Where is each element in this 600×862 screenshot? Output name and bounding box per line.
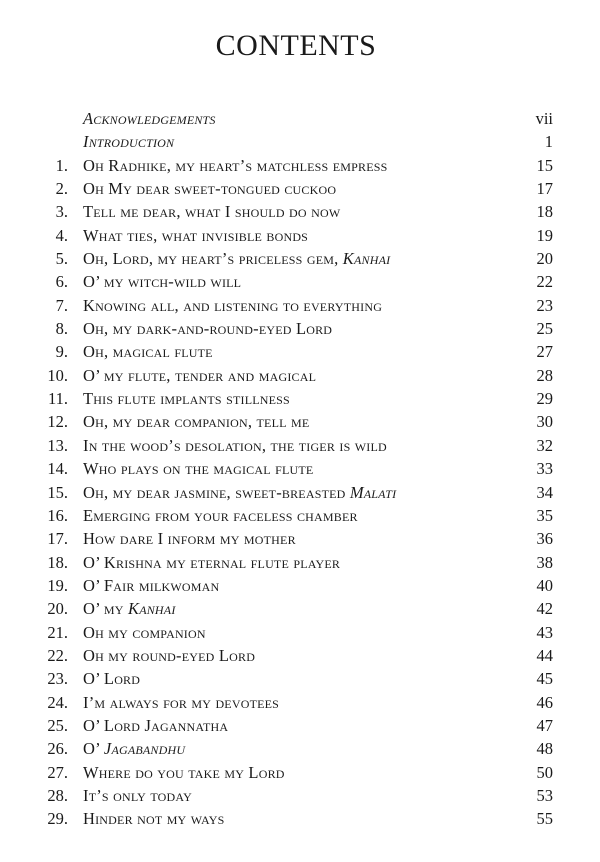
toc-entry-title: Introduction [83, 132, 175, 152]
toc-entry-page: 42 [536, 599, 553, 619]
toc-entry[interactable] [0, 200, 600, 223]
toc-entry-title-text: Oh, my dear jasmine, sweet-breasted [83, 482, 350, 502]
toc-entry-number: 14. [47, 459, 68, 479]
toc-entry[interactable] [0, 224, 600, 247]
toc-entry-title [83, 737, 185, 760]
toc-entry-title-text: I’m always for my devotees [83, 692, 280, 712]
toc-entry-title [83, 714, 228, 737]
toc-entry-title: Acknowledgements [83, 109, 216, 128]
toc-entry-title-text: Oh, my dear companion, tell me [83, 412, 310, 432]
toc-entry-page: 36 [536, 529, 553, 549]
toc-entry[interactable] [0, 317, 600, 340]
toc-entry-title [83, 410, 309, 433]
toc-entry-number: 4. [55, 225, 68, 245]
toc-entry[interactable] [0, 410, 600, 433]
toc-entry[interactable] [0, 737, 600, 760]
toc-entry[interactable] [0, 807, 600, 830]
toc-entry-acknowledgements[interactable] [0, 107, 600, 130]
toc-entry-page: 15 [536, 155, 553, 175]
toc-entry[interactable] [0, 340, 600, 363]
toc-entry-number: 26. [47, 739, 68, 759]
toc-entry-page: 17 [536, 179, 553, 199]
toc-entry-number: 21. [47, 622, 68, 642]
toc-entry-title [83, 154, 387, 177]
toc-entry-page: 55 [536, 809, 553, 829]
toc-entry-number: 16. [47, 505, 68, 525]
toc-entry-title-text: Who plays on the magical flute [83, 459, 314, 479]
toc-entry-introduction[interactable] [0, 130, 600, 153]
toc-entry-number: 10. [47, 365, 68, 385]
toc-entry-number: 22. [47, 645, 68, 665]
toc-entry-number: 24. [47, 692, 68, 712]
toc-entry-title-text: Knowing all, and listening to everything [83, 295, 383, 315]
toc-entry-title-text: Emerging from your faceless chamber [83, 505, 358, 525]
toc-entry-page: 18 [536, 202, 553, 222]
toc-entry-number: 28. [47, 785, 68, 805]
toc-entry-title-text: Oh My dear sweet-tongued cuckoo [83, 179, 337, 199]
toc-entry-title [83, 551, 340, 574]
toc-entry-page: 50 [536, 762, 553, 782]
toc-entry-page: 46 [536, 692, 553, 712]
toc-entry[interactable] [0, 481, 600, 504]
toc-entry-title [83, 597, 176, 620]
toc-entry-title-text: O’ Fair milkwoman [83, 575, 220, 595]
toc-entry-number: 8. [55, 319, 68, 339]
toc-entry[interactable] [0, 294, 600, 317]
toc-entry-title-text: Oh Radhike, my heart’s matchless empress [83, 155, 388, 175]
toc-entry-title-text: O’ Lord [83, 669, 141, 689]
toc-entry-title [83, 294, 382, 317]
toc-entry-title [83, 200, 340, 223]
toc-entry-title-italic: Malati [349, 482, 397, 502]
toc-entry[interactable] [0, 621, 600, 644]
toc-entry-page: 47 [536, 715, 553, 735]
toc-entry-title-text: Oh, Lord, my heart’s priceless gem, [83, 249, 343, 269]
toc-entry-title-text: This flute implants stillness [83, 389, 290, 409]
toc-entry[interactable] [0, 597, 600, 620]
toc-entry[interactable] [0, 154, 600, 177]
toc-entry[interactable] [0, 387, 600, 410]
toc-entry-number: 18. [47, 552, 68, 572]
toc-entry[interactable] [0, 457, 600, 480]
toc-entry-page: 22 [536, 272, 553, 292]
toc-entry-title [83, 527, 296, 550]
toc-entry-title-text: Hinder not my ways [83, 809, 225, 829]
toc-entry-title-text: O’ Krishna my eternal flute player [83, 552, 341, 572]
toc-entry-title-text: Oh, magical flute [83, 342, 213, 362]
toc-entry-page: 45 [536, 669, 553, 689]
toc-entry-page: 29 [536, 389, 553, 409]
toc-entry[interactable] [0, 714, 600, 737]
toc-entry-page: 20 [536, 249, 553, 269]
toc-entry-title-text: O’ my witch-wild will [83, 272, 242, 292]
toc-entry-page: 23 [536, 295, 553, 315]
toc-entry-title [83, 574, 219, 597]
toc-entry-number: 20. [47, 599, 68, 619]
toc-entry[interactable] [0, 434, 600, 457]
toc-entry-title-text: O’ my flute, tender and magical [83, 365, 317, 385]
toc-entry[interactable] [0, 644, 600, 667]
toc-entry-number: 6. [55, 272, 68, 292]
toc-entry-title-text: How dare I inform my mother [83, 529, 296, 549]
toc-entry-page: 43 [536, 622, 553, 642]
toc-entry-page: 34 [536, 482, 553, 502]
toc-entry-title [83, 457, 313, 480]
toc-entry-page: 40 [536, 575, 553, 595]
toc-entry-page: 19 [536, 225, 553, 245]
toc-entry-page: 35 [536, 505, 553, 525]
toc-entry-title [83, 504, 358, 527]
toc-entry-number: 11. [47, 389, 68, 409]
toc-entry-number: 25. [47, 715, 68, 735]
toc-entry-page: 25 [536, 319, 553, 339]
toc-entry-title-text: O’ my [83, 599, 128, 619]
toc-entry[interactable] [0, 784, 600, 807]
toc-entry[interactable] [0, 551, 600, 574]
toc-entry[interactable] [0, 247, 600, 270]
toc-entry-title-text: Oh my companion [83, 622, 206, 642]
toc-entry-title [83, 247, 390, 270]
toc-entry-title [83, 784, 192, 807]
toc-entry-title [83, 340, 213, 363]
toc-entry[interactable] [0, 527, 600, 550]
toc-entry-number: 5. [55, 249, 68, 269]
toc-entry-title-text: O’ [83, 739, 104, 759]
toc-entry-number: 29. [47, 809, 68, 829]
toc-entry-page: 27 [536, 342, 553, 362]
toc-entry-number: 9. [55, 342, 68, 362]
toc-entry-number: 19. [47, 575, 68, 595]
toc-entry-number: 1. [55, 155, 68, 175]
toc-entry-number: 27. [47, 762, 68, 782]
toc-entry-number: 7. [55, 295, 68, 315]
toc-entry-title [83, 177, 336, 200]
toc-entry-title [83, 317, 332, 340]
toc-entry-title [83, 481, 396, 504]
toc-entry-number: 3. [55, 202, 68, 222]
toc-entry-title-text: O’ Lord Jagannatha [83, 715, 229, 735]
toc-entry-title [83, 387, 290, 410]
toc-entry-page: 48 [536, 739, 553, 759]
toc-entry-title-italic: Jagabandhu [103, 739, 186, 759]
toc-entry-number: 15. [47, 482, 68, 502]
toc-entry-number: 2. [55, 179, 68, 199]
toc-entry-title [83, 691, 279, 714]
toc-entry-title-italic: Kanhai [342, 249, 391, 269]
toc-entry[interactable] [0, 667, 600, 690]
toc-entry-page: 44 [536, 645, 553, 665]
toc-entry-page: 1 [544, 132, 553, 152]
toc-entry-page: 28 [536, 365, 553, 385]
toc-entry-page: vii [535, 109, 553, 128]
toc-entry-title [83, 434, 387, 457]
toc-entry-title-italic: Kanhai [127, 599, 176, 619]
toc-entry[interactable] [0, 270, 600, 293]
toc-entry[interactable] [0, 504, 600, 527]
toc-entry-title-text: In the wood’s desolation, the tiger is wild [83, 435, 387, 455]
toc-entries-list [0, 154, 600, 831]
toc-entry-page: 32 [536, 435, 553, 455]
toc-entry[interactable] [0, 691, 600, 714]
toc-entry-title-text: Tell me dear, what I should do now [83, 202, 341, 222]
toc-entry-page: 53 [536, 785, 553, 805]
toc-entry[interactable] [0, 761, 600, 784]
toc-entry-number: 17. [47, 529, 68, 549]
toc-entry-title [83, 364, 316, 387]
toc-entry-page: 38 [536, 552, 553, 572]
toc-entry-title-text: Oh, my dark-and-round-eyed Lord [83, 319, 333, 339]
toc-entry-title-text: It’s only today [83, 785, 193, 805]
table-of-contents [0, 107, 600, 831]
toc-entry-title-text: Where do you take my Lord [83, 762, 285, 782]
toc-entry-title [83, 644, 255, 667]
toc-entry-number: 12. [47, 412, 68, 432]
toc-entry-title-text: Oh my round-eyed Lord [83, 645, 256, 665]
toc-entry-number: 23. [47, 669, 68, 689]
page-title: CONTENTS [215, 29, 377, 62]
toc-entry-page: 30 [536, 412, 553, 432]
toc-entry-title [83, 270, 241, 293]
toc-entry[interactable] [0, 177, 600, 200]
toc-entry[interactable] [0, 364, 600, 387]
toc-entry-title [83, 807, 224, 830]
toc-entry-title-text: What ties, what invisible bonds [83, 225, 309, 245]
toc-entry[interactable] [0, 574, 600, 597]
toc-entry-title [83, 667, 140, 690]
toc-entry-number: 13. [47, 435, 68, 455]
toc-entry-title [83, 621, 206, 644]
toc-entry-page: 33 [536, 459, 553, 479]
toc-entry-title [83, 224, 308, 247]
toc-entry-title [83, 761, 285, 784]
